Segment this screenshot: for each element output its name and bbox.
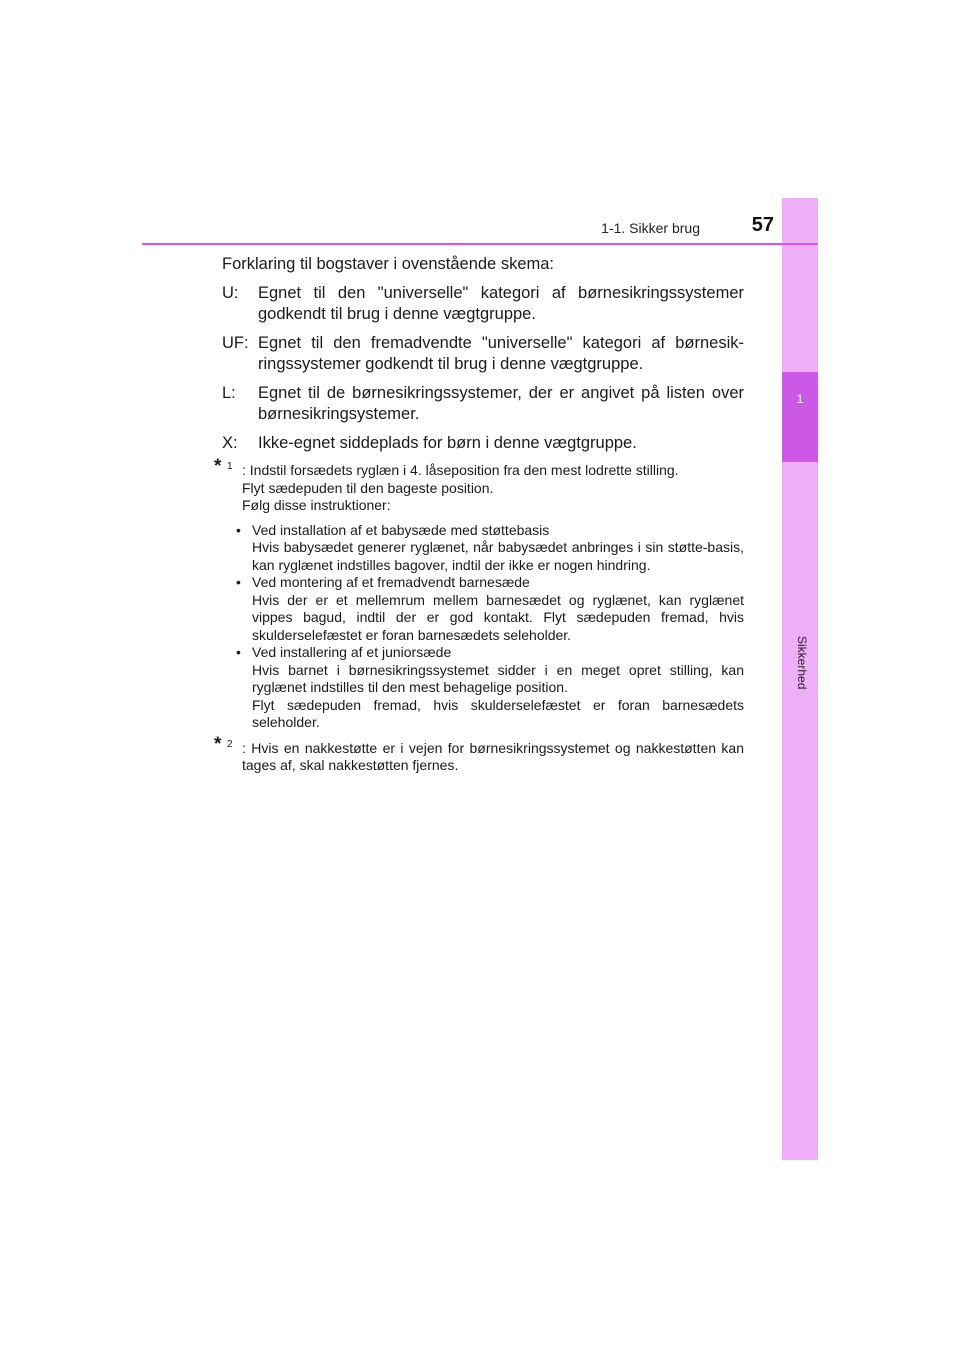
footnote-number: 1 (227, 461, 233, 472)
page-content (210, 254, 744, 775)
definition-key: X: (222, 434, 238, 452)
list-item-title: Ved montering af et fremadvendt barnesæde (252, 574, 530, 590)
chapter-side-tab (782, 198, 818, 1160)
definition-text: Egnet til de børnesikringssystemer, der er angivet på listen over børnesikringsystemer. (258, 384, 744, 423)
definition-key: U: (222, 284, 239, 302)
footnote-marker: * (214, 456, 222, 477)
definition-uf (210, 333, 744, 375)
bullet-icon: • (236, 574, 241, 590)
footnote-number: 2 (227, 738, 233, 750)
definition-key: L: (222, 384, 236, 402)
definition-key: UF: (222, 334, 249, 352)
list-item-title: Ved installering af et juniorsæde (252, 644, 452, 660)
bullet-icon: • (236, 521, 241, 538)
definition-x (210, 433, 744, 454)
footnote-line: Følg disse instruktioner: (242, 497, 391, 513)
list-item (210, 522, 744, 575)
footnote-1 (210, 456, 744, 515)
footnote-line: : Indstil forsædets ryglæn i 4. låseposition fra den mest lodrette stilling. (242, 462, 679, 478)
definition-u (210, 283, 744, 325)
list-item-text: Hvis der er et mellemrum mellem barnesædet og ryglænet, kan ryglænet vippes bagud, indtil der er god kontakt. Flyt sædepuden fremad, hvis skulderselefæstet er foran barnesædets seleholder. (252, 591, 744, 643)
section-title: 1-1. Sikker brug (601, 220, 700, 236)
list-item (210, 574, 744, 644)
list-item-text: Flyt sædepuden fremad, hvis skulderselefæstet er foran barnesædets seleholder. (252, 696, 744, 730)
definition-text: Egnet til den "universelle" kategori af børnesikringssystemer godkendt til brug i denne vægtgruppe. (258, 284, 744, 323)
instruction-list (210, 522, 744, 732)
list-item (210, 644, 744, 732)
list-item-text: Hvis barnet i børnesikringssystemet sidder i en meget opret stilling, kan ryglænet indstilles til den mest behagelige position. (252, 661, 744, 695)
header-rule (142, 243, 818, 245)
chapter-number: 1 (796, 392, 804, 406)
definition-text: Egnet til den fremadvendte "universelle" kategori af børnesik-ringssystemer godkendt til brug i denne vægtgruppe. (258, 334, 744, 373)
footnote-line: Flyt sædepuden til den bageste position. (242, 479, 494, 496)
list-item-text: Hvis babysædet generer ryglænet, når babysædet anbringes i sin støtte-basis, kan ryglænet indstilles bagover, indtil der ikke er nogen hindring. (252, 539, 744, 573)
definition-l (210, 383, 744, 425)
footnote-marker: * (214, 733, 222, 755)
bullet-icon: • (236, 644, 241, 660)
chapter-label: Sikkerhed (795, 636, 809, 690)
page-number: 57 (751, 214, 774, 236)
footnote-2 (210, 733, 744, 775)
footnote-text: : Hvis en nakkestøtte er i vejen for børnesikringssystemet og nakkestøtten kan tages af, skal nakkestøtten fjernes. (242, 739, 744, 773)
chapter-number-block (782, 372, 818, 462)
intro-text: Forklaring til bogstaver i ovenstående skema: (222, 255, 554, 273)
definition-text: Ikke-egnet siddeplads for børn i denne vægtgruppe. (258, 434, 637, 452)
list-item-title: Ved installation af et babysæde med støttebasis (252, 521, 550, 538)
